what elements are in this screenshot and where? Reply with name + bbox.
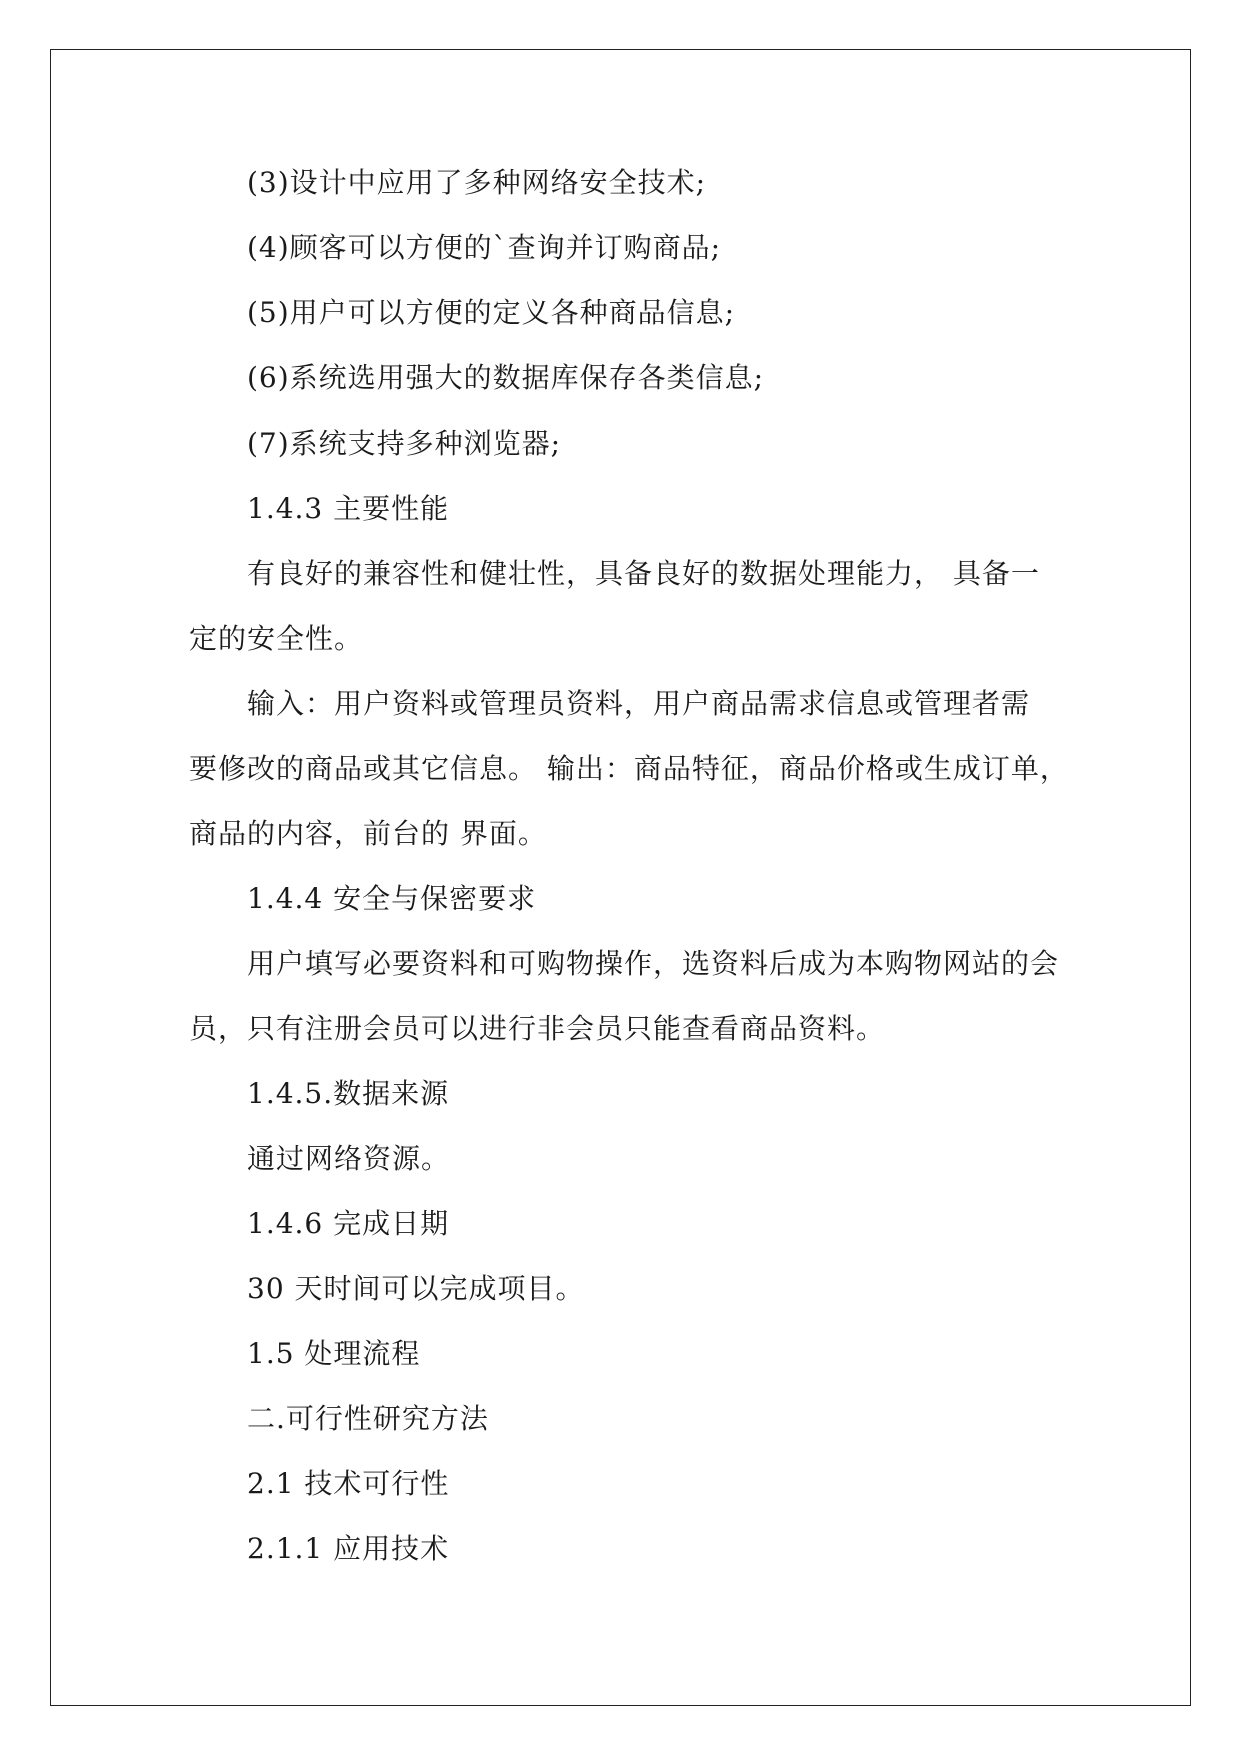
section-heading-1-4-5: 1.4.5.数据来源 — [247, 1077, 450, 1110]
chapter-heading-2: 二.可行性研究方法 — [247, 1402, 489, 1435]
paragraph-data-source: 通过网络资源。 — [247, 1142, 451, 1175]
section-heading-2-1-1: 2.1.1 应用技术 — [247, 1532, 450, 1565]
list-item-7: (7)系统支持多种浏览器; — [247, 427, 562, 460]
section-heading-1-5: 1.5 处理流程 — [247, 1337, 421, 1370]
paragraph-completion-date: 30 天时间可以完成项目。 — [247, 1272, 585, 1305]
section-heading-1-4-6: 1.4.6 完成日期 — [247, 1207, 450, 1240]
list-item-6: (6)系统选用强大的数据库保存各类信息; — [247, 361, 765, 394]
section-heading-2-1: 2.1 技术可行性 — [247, 1467, 450, 1500]
paragraph-performance-line-1: 有良好的兼容性和健壮性，具备良好的数据处理能力， 具备一 — [247, 557, 1040, 590]
section-heading-1-4-4: 1.4.4 安全与保密要求 — [247, 882, 537, 915]
list-item-4: (4)顾客可以方便的`查询并订购商品; — [247, 231, 722, 264]
paragraph-io-line-3: 商品的内容，前台的 界面。 — [189, 817, 547, 850]
paragraph-security-line-2: 员，只有注册会员可以进行非会员只能查看商品资料。 — [189, 1012, 886, 1045]
paragraph-io-line-2: 要修改的商品或其它信息。 输出：商品特征，商品价格或生成订单， — [189, 752, 1069, 785]
section-heading-1-4-3: 1.4.3 主要性能 — [247, 492, 450, 525]
list-item-3: (3)设计中应用了多种网络安全技术; — [247, 166, 707, 199]
list-item-5: (5)用户可以方便的定义各种商品信息; — [247, 296, 736, 329]
paragraph-performance-line-2: 定的安全性。 — [189, 622, 364, 655]
paragraph-security-line-1: 用户填写必要资料和可购物操作，选资料后成为本购物网站的会 — [247, 947, 1060, 980]
paragraph-io-line-1: 输入：用户资料或管理员资料，用户商品需求信息或管理者需 — [247, 687, 1031, 720]
